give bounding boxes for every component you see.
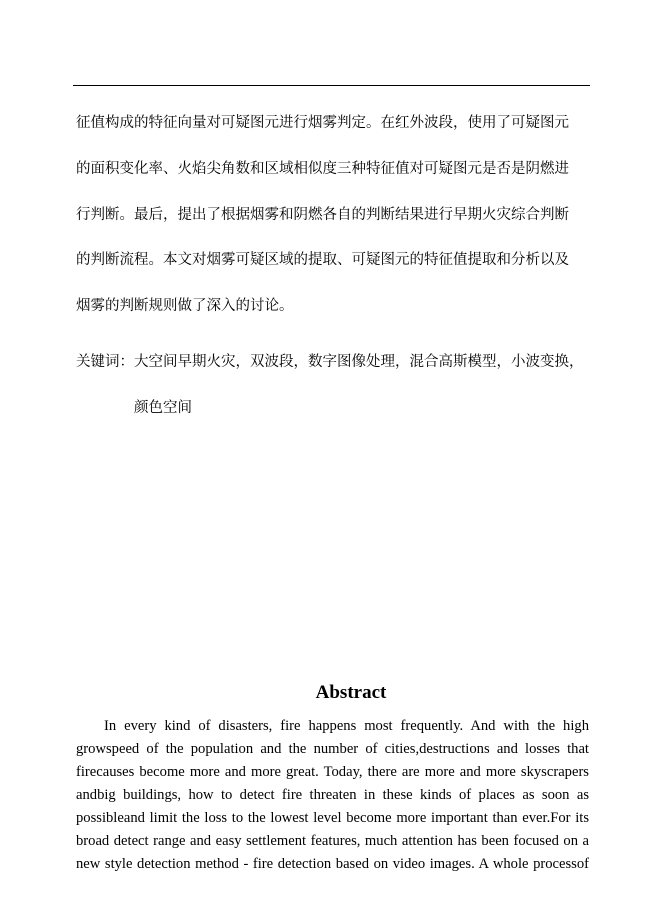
keywords-line-1: 大空间早期火灾，双波段，数字图像处理，混合高斯模型，小波变换，	[134, 354, 584, 370]
abstract-title: Abstract	[315, 682, 387, 703]
abstract-line: andbig buildings, how to detect fire threaten in these kinds of places as soon as	[76, 787, 589, 803]
chinese-abstract-line: 烟雾的判断规则做了深入的讨论。	[76, 298, 294, 314]
chinese-abstract-line: 的判断流程。本文对烟雾可疑区域的提取、可疑图元的特征值提取和分析以及	[76, 252, 569, 268]
header-rule	[73, 85, 590, 86]
chinese-abstract-line: 征值构成的特征向量对可疑图元进行烟雾判定。在红外波段，使用了可疑图元	[76, 115, 569, 131]
abstract-line: broad detect range and easy settlement features, much attention has been focused on a	[76, 833, 589, 849]
chinese-abstract-line: 行判断。最后，提出了根据烟雾和阴燃各自的判断结果进行早期火灾综合判断	[76, 207, 569, 223]
keywords-label: 关键词：	[76, 354, 134, 370]
abstract-line: new style detection method - fire detection based on video images. A whole processof	[76, 856, 589, 872]
abstract-line: growspeed of the population and the number of cities,destructions and losses that	[76, 741, 589, 757]
chinese-abstract-line: 的面积变化率、火焰尖角数和区域相似度三种特征值对可疑图元是否是阴燃进	[76, 161, 569, 177]
keywords-line-2: 颜色空间	[134, 400, 192, 416]
abstract-line: In every kind of disasters, fire happens most frequently. And with the high	[104, 718, 589, 734]
abstract-line: firecauses become more and more great. Today, there are more and more skyscrapers	[76, 764, 589, 780]
abstract-line: possibleand limit the loss to the lowest level become more important than ever.For its	[76, 810, 589, 826]
